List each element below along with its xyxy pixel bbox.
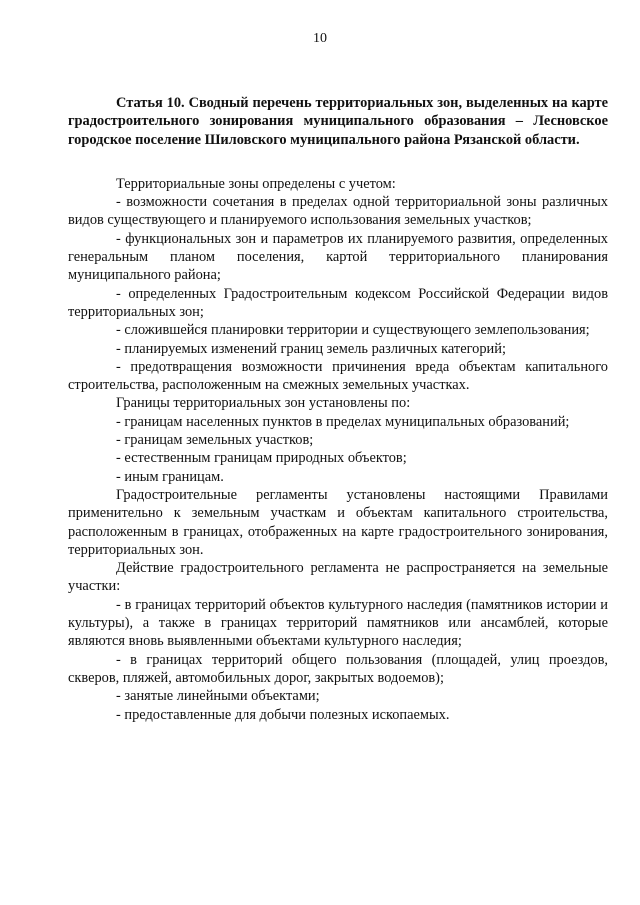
paragraph-zones-intro: Территориальные зоны определены с учетом: [116,175,396,192]
list-item-exclusions: - занятые линейными объектами; [116,688,320,705]
list-item-exclusions: - в границах территорий общего пользования (площадей, улиц проездов, скверов, пляжей, автомобильных дорог, закрытых водоемов); [68,651,608,686]
list-item-zones: - сложившейся планировки территории и существующего землепользования; [116,322,590,339]
article-heading: Статья 10. Сводный перечень территориальных зон, выделенных на карте градостроительного зонирования муниципального образования – Лесновское городское поселение Шиловского муниципального района Рязанской области. [68,95,608,148]
paragraph-exclusions-intro: Действие градостроительного регламента не распространяется на земельные участки: [68,560,608,595]
list-item-zones: - предотвращения возможности причинения вреда объектам капитального строительства, расположенным на смежных земельных участках. [68,358,608,394]
list-item-boundaries: - границам населенных пунктов в пределах муниципальных образований; [116,413,570,430]
document-body [68,94,608,724]
list-item-boundaries: - естественным границам природных объектов; [116,450,407,467]
list-item-zones: - возможности сочетания в пределах одной территориальной зоны различных видов существующего и планируемого использования земельных участков; [68,194,608,229]
list-item-zones: - определенных Градостроительным кодексом Российской Федерации видов территориальных зон; [68,285,608,320]
page-number: 10 [313,31,327,46]
paragraph-boundaries-intro: Границы территориальных зон установлены по: [116,395,411,412]
paragraph-regulations: Градостроительные регламенты установлены настоящими Правилами применительно к земельным участкам и объектам капитального строительства, расположенным в границах, отображенных на карте градостроительного зонирования, территориальных зон. [68,486,608,558]
list-item-boundaries: - иным границам. [116,468,224,485]
list-item-boundaries: - границам земельных участков; [116,432,314,449]
list-item-exclusions: - в границах территорий объектов культурного наследия (памятников истории и культуры), а также в границах территорий памятников или ансамблей, которые являются вновь выявленными объектами культурного наследия; [68,596,608,650]
list-item-exclusions: - предоставленные для добычи полезных ископаемых. [116,706,450,723]
list-item-zones: - функциональных зон и параметров их планируемого развития, определенных генеральным планом поселения, картой территориального планирования муниципального района; [68,230,608,284]
list-item-zones: - планируемых изменений границ земель различных категорий; [116,340,506,357]
